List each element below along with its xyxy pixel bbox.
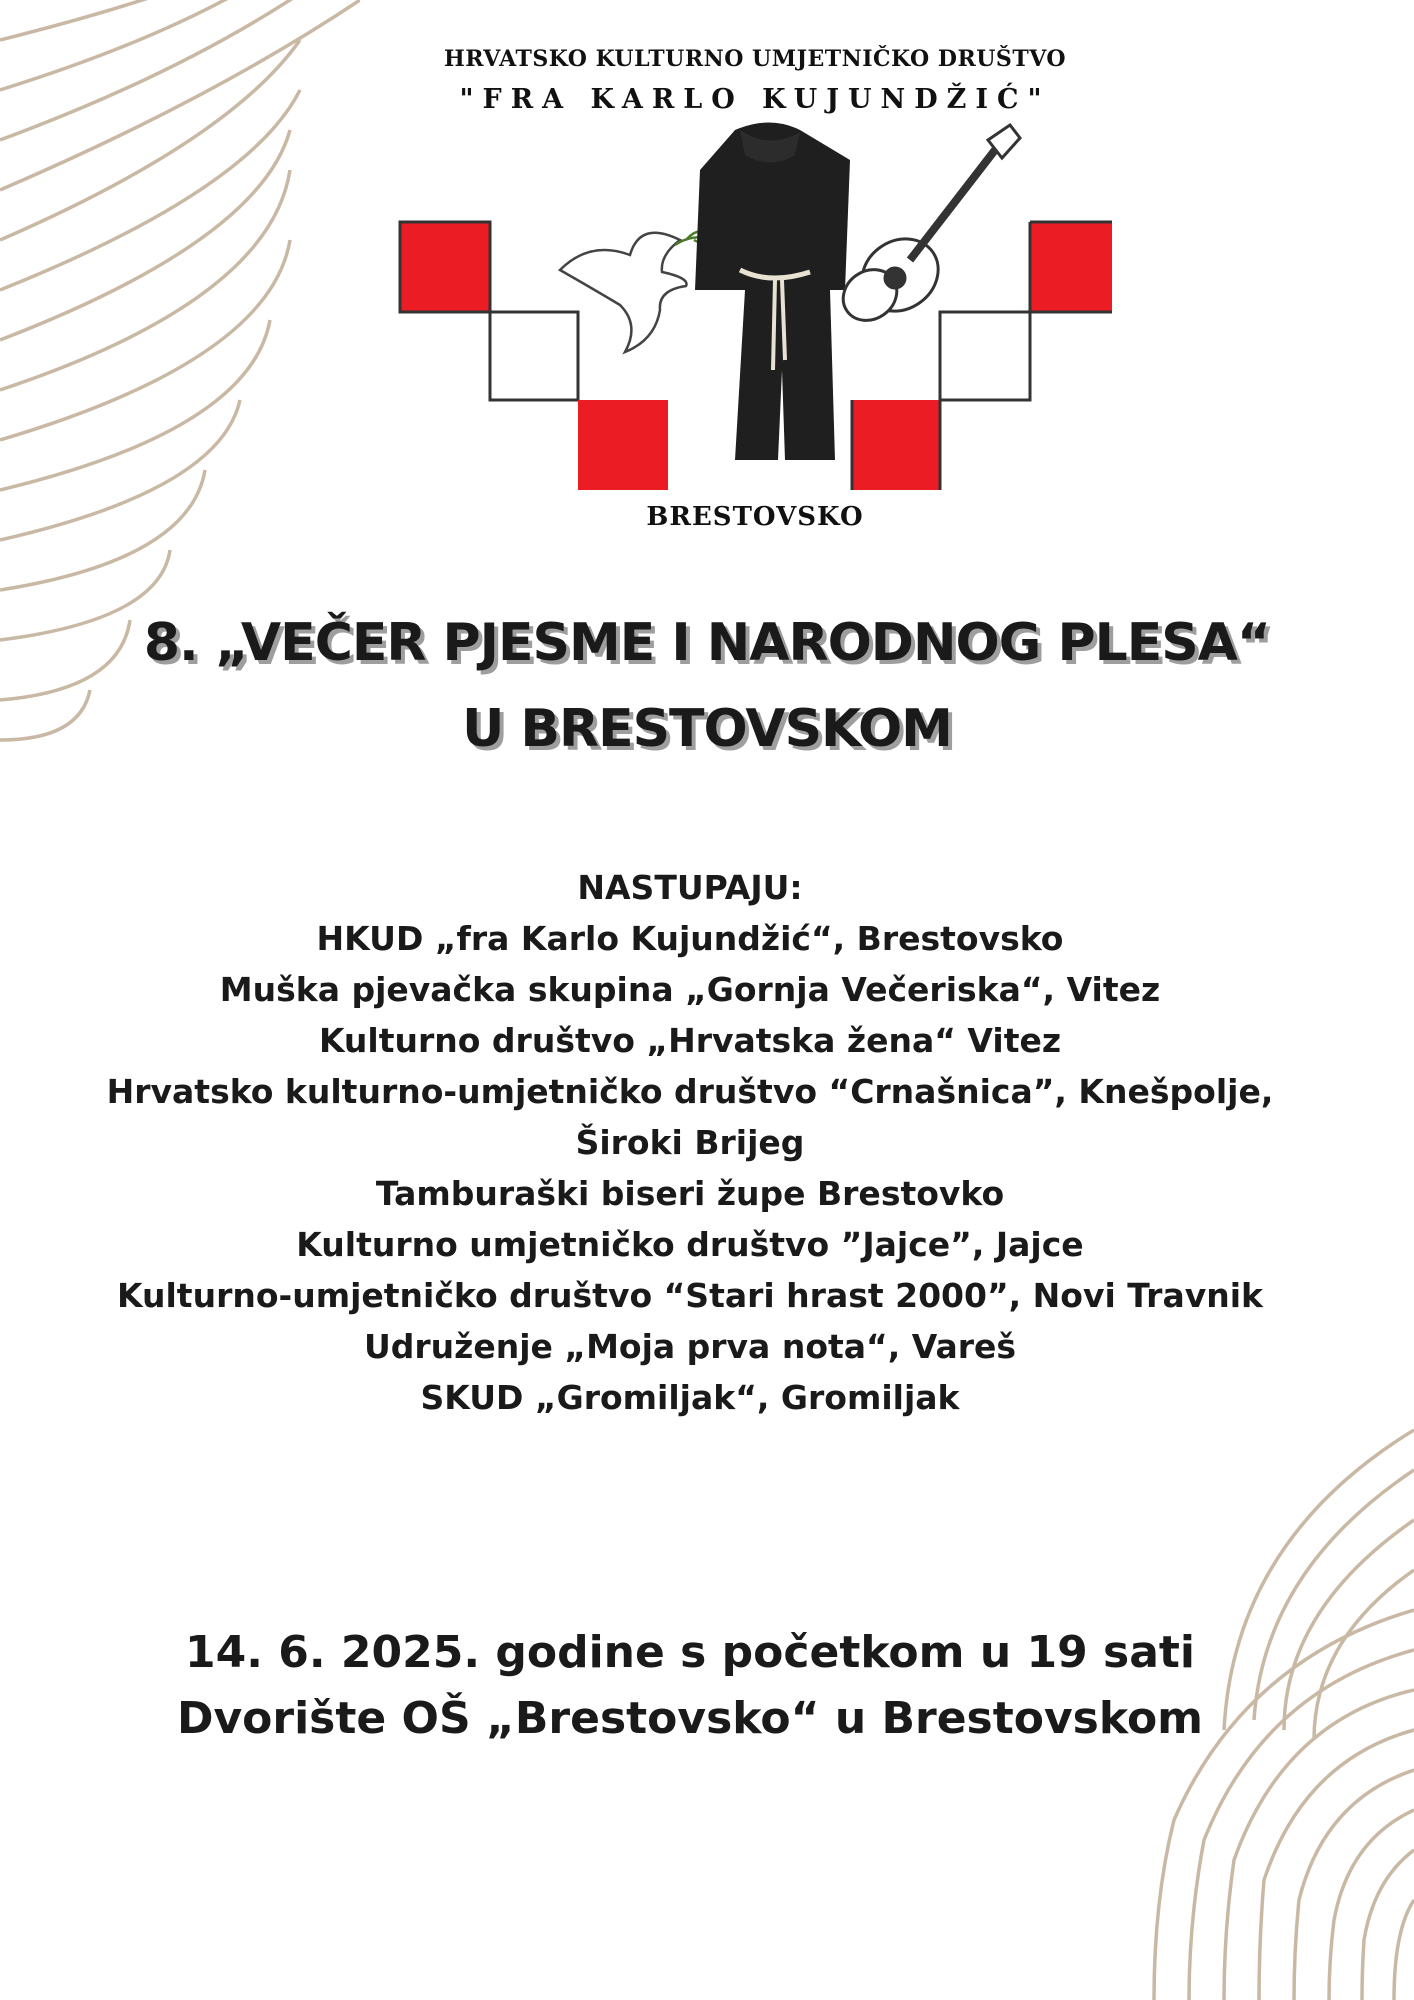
performer-item: Kulturno-umjetničko društvo “Stari hrast 2000”, Novi Travnik [117, 1276, 1263, 1315]
event-venue: Dvorište OŠ „Brestovsko“ u Brestovskom [176, 1693, 1204, 1744]
performer-item: Muška pjevačka skupina „Gornja Večeriska“, Vitez [219, 970, 1161, 1009]
event-title-line-1: 8. „VEČER PJESME I NARODNOG PLESA“ [143, 613, 1271, 673]
event-title-line-2: U BRESTOVSKOM [462, 699, 952, 759]
performers-heading: NASTUPAJU: [577, 868, 803, 907]
dove-icon [560, 232, 712, 352]
performers-list [90, 862, 1290, 1423]
event-title [100, 600, 1314, 772]
performer-item: Široki Brijeg [575, 1123, 805, 1162]
performer-item: SKUD „Gromiljak“, Gromiljak [420, 1378, 960, 1417]
organization-logo [390, 40, 1120, 540]
performer-item: Tamburaški biseri župe Brestovko [375, 1174, 1005, 1213]
performer-item: Udruženje „Moja prva nota“, Vareš [363, 1327, 1017, 1366]
performer-item: Hrvatsko kulturno-umjetničko društvo “Crnašnica”, Knešpolje, [106, 1072, 1274, 1111]
logo-patron-name: "FRA KARLO KUJUNDŽIĆ" [459, 84, 1051, 115]
logo-artwork [390, 40, 1120, 540]
friar-habit-icon [695, 123, 850, 461]
performer-item: HKUD „fra Karlo Kujundžić“, Brestovsko [316, 919, 1064, 958]
logo-organization-name: HRVATSKO KULTURNO UMJETNIČKO DRUŠTVO [443, 46, 1067, 72]
event-date: 14. 6. 2025. godine s početkom u 19 sati [184, 1627, 1196, 1678]
performer-item: Kulturno umjetničko društvo ”Jajce”, Jajce [296, 1225, 1084, 1264]
event-details [90, 1620, 1290, 1752]
performer-item: Kulturno društvo „Hrvatska žena“ Vitez [318, 1021, 1062, 1060]
logo-place-name: BRESTOVSKO [646, 502, 864, 532]
